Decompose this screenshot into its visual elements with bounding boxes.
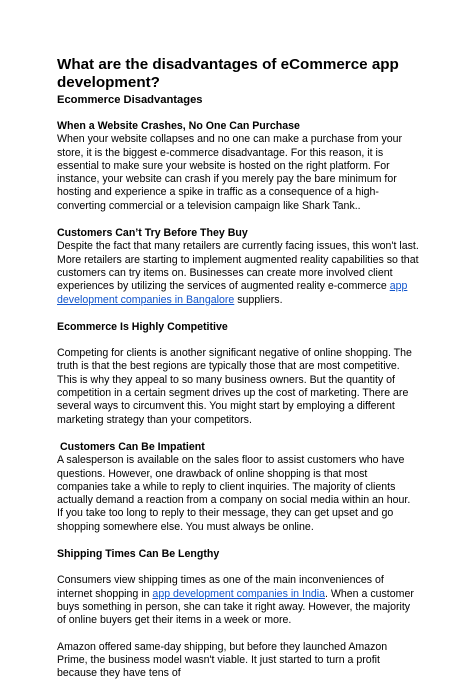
section-heading-try-before-buy: Customers Can’t Try Before They Buy (57, 227, 419, 240)
body-text: suppliers. (234, 294, 282, 306)
body-text: Despite the fact that many retailers are currently facing issues, this won't last. More retailers are starting to implement augmented reality capabilities so that customers can try items on. Businesses can create more involved client experiences by utilizing the services of augmented reality e-commerce (57, 240, 419, 292)
section-body-website-crashes: When your website collapses and no one can make a purchase from your store, it is the biggest e-commerce disadvantage. For this reason, it is essential to make sure your website is hosted on the right platform. For instance, your website can crash if you merely pay the bare minimum for hosting and experience a spike in traffic as a consequence of a high-converting commercial or a television campaign like Shark Tank.. (57, 133, 419, 213)
section-heading-highly-competitive: Ecommerce Is Highly Competitive (57, 321, 419, 334)
link-app-development-bangalore[interactable]: app development companies in Bangalore (57, 280, 407, 305)
section-body-amazon: Amazon offered same-day shipping, but before they launched Amazon Prime, the business model wasn't viable. It just started to turn a profit because they have tens of (57, 641, 419, 680)
body-text: Consumers view shipping times as one of the main inconveniences of internet shopping in (57, 574, 384, 599)
section-body-try-before-buy (57, 240, 419, 306)
body-text: . When a customer buys something in person, she can take it right away. However, the majority of online buyers get their items in a week or more. (57, 588, 414, 627)
document-title: What are the disadvantages of eCommerce app development? (57, 56, 419, 92)
link-app-development-india[interactable]: app development companies in India (152, 588, 325, 600)
section-body-customers-impatient: A salesperson is available on the sales floor to assist customers who have questions. However, one drawback of online shopping is that most companies take a while to reply to client inquiries. The majority of clients actually demand a reaction from a company on social media within an hour. If you take too long to reply to their message, they can get upset and go shopping somewhere else. You must always be online. (57, 454, 419, 534)
section-heading-shipping-times: Shipping Times Can Be Lengthy (57, 548, 419, 561)
document-page (57, 56, 419, 680)
section-heading-website-crashes: When a Website Crashes, No One Can Purchase (57, 120, 419, 133)
document-subtitle: Ecommerce Disadvantages (57, 93, 419, 107)
section-body-highly-competitive: Competing for clients is another significant negative of online shopping. The truth is that the best regions are typically those that are most competitive. This is why they appeal to so many business owners. But the quantity of competition in a certain segment drives up the cost of marketing. There are several ways to circumvent this. You might start by employing a different marketing strategy than your competitors. (57, 347, 419, 427)
section-body-shipping-times (57, 574, 419, 627)
section-heading-customers-impatient: Customers Can Be Impatient (57, 441, 419, 454)
